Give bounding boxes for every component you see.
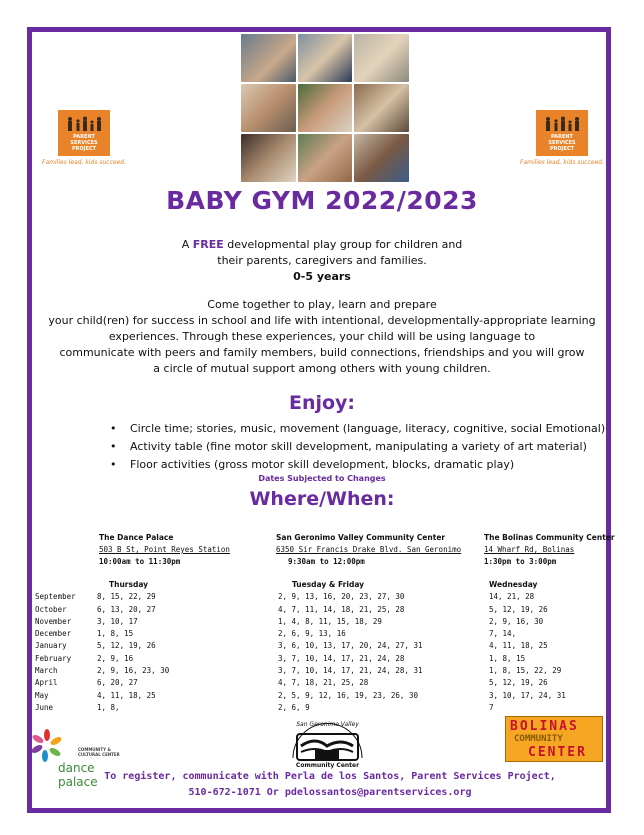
psp-logo-left xyxy=(38,110,130,166)
photo xyxy=(298,84,353,132)
description: Come together to play, learn and prepare your child(ren) for success in school and life with intentional, developmentally-appropriate learning experiences. Through these experiences, your child will be using language to communicate with peers and family members, build connections, friendships and you will grow a circle of mutual support among others with young children. xyxy=(48,298,596,375)
list-item: • Circle time; stories, music, movement (language, literacy, cognitive, social Emotional) xyxy=(130,420,605,438)
contact-info: 510-672-1071 Or pdelossantos@parentservices.org xyxy=(188,787,472,798)
flower-icon xyxy=(32,727,62,765)
dance-palace-logo: COMMUNITY & CULTURAL CENTER dance palace xyxy=(32,727,132,777)
photo xyxy=(354,134,409,182)
bolinas-dates: Wednesday 14, 21, 28 5, 12, 19, 26 2, 9, 16, 30 7, 14, 4, 11, 18, 25 1, 8, 15 1, 8, 15, 22, 29 5, 12, 19, 26 3, 10, 17, 24, 31 7 xyxy=(489,580,566,712)
photo xyxy=(354,34,409,82)
page-title: BABY GYM 2022/2023 xyxy=(166,186,478,215)
photo xyxy=(354,84,409,132)
photo xyxy=(241,134,296,182)
dates-note: Dates Subjected to Changes xyxy=(258,474,386,483)
list-item: • Activity table (fine motor skill development, manipulating a variety of art material) xyxy=(130,438,605,456)
free-label: FREE xyxy=(192,238,224,251)
photo xyxy=(241,84,296,132)
where-heading: Where/When: xyxy=(249,488,395,510)
psp-logo-right xyxy=(516,110,608,166)
photo-collage xyxy=(241,34,409,182)
dance-palace-dates: Thursday 8, 15, 22, 29 6, 13, 20, 27 3, 10, 17 1, 8, 15 5, 12, 19, 26 2, 9, 16 2, 9, 16, 23, 30 6, 20, 27 4, 11, 18, 25 1, 8, xyxy=(97,580,170,712)
psp-logo-mark: PARENT SERVICES PROJECT xyxy=(58,110,110,156)
month-column: September October November December January February March April May June xyxy=(35,592,76,712)
family-icon xyxy=(542,116,582,132)
family-icon xyxy=(64,116,104,132)
venue-san-geronimo: San Geronimo Valley Community Center 6350 Sir Francis Drake Blvd. San Geronimo 9:30am to 12:00pm xyxy=(276,533,462,566)
psp-tagline: Families lead, kids succeed. xyxy=(520,159,604,166)
san-geronimo-dates: Tuesday & Friday 2, 9, 13, 16, 20, 23, 27, 30 4, 7, 11, 14, 18, 21, 25, 28 1, 4, 8, 11, 15, 18, 29 2, 6, 9, 13, 16 3, 6, 10, 13, 17, 20, 24, 27, 31 3, 7, 10, 14, 17, 21, 24, 28 3, 7, 10, 14, 17, 21, 24, 28, 31 4, 7, 18, 21, 25, 28 2, 5, 9, 12, 16, 19, 23, 26, 30 2, 6, 9 xyxy=(278,580,423,712)
venue-bolinas: The Bolinas Community Center 14 Wharf Rd, Bolinas 1:30pm to 3:00pm xyxy=(484,533,615,566)
venue-dance-palace: The Dance Palace 503 B St, Point Reyes Station 10:00am to 11:30pm xyxy=(99,533,230,566)
footer-contact: To register, communicate with Perla de los Santos, Parent Services Project, 510-672-1071 Or pdelossantos@parentservices.org xyxy=(100,769,560,801)
psp-tagline: Families lead, kids succeed. xyxy=(42,159,126,166)
photo xyxy=(298,34,353,82)
bolinas-logo: BOLINAS COMMUNITY CENTER xyxy=(505,716,603,762)
list-item: • Floor activities (gross motor skill development, blocks, dramatic play) xyxy=(130,456,605,474)
photo xyxy=(241,34,296,82)
intro: A FREE developmental play group for children and their parents, caregivers and families. 0-5 years xyxy=(40,237,604,285)
psp-logo-mark: PARENT SERVICES PROJECT xyxy=(536,110,588,156)
photo xyxy=(298,134,353,182)
san-geronimo-logo: San Geronimo Valley Community Center xyxy=(285,716,370,771)
enjoy-list xyxy=(130,420,605,474)
age-range: 0-5 years xyxy=(293,270,351,283)
enjoy-heading: Enjoy: xyxy=(288,392,356,414)
